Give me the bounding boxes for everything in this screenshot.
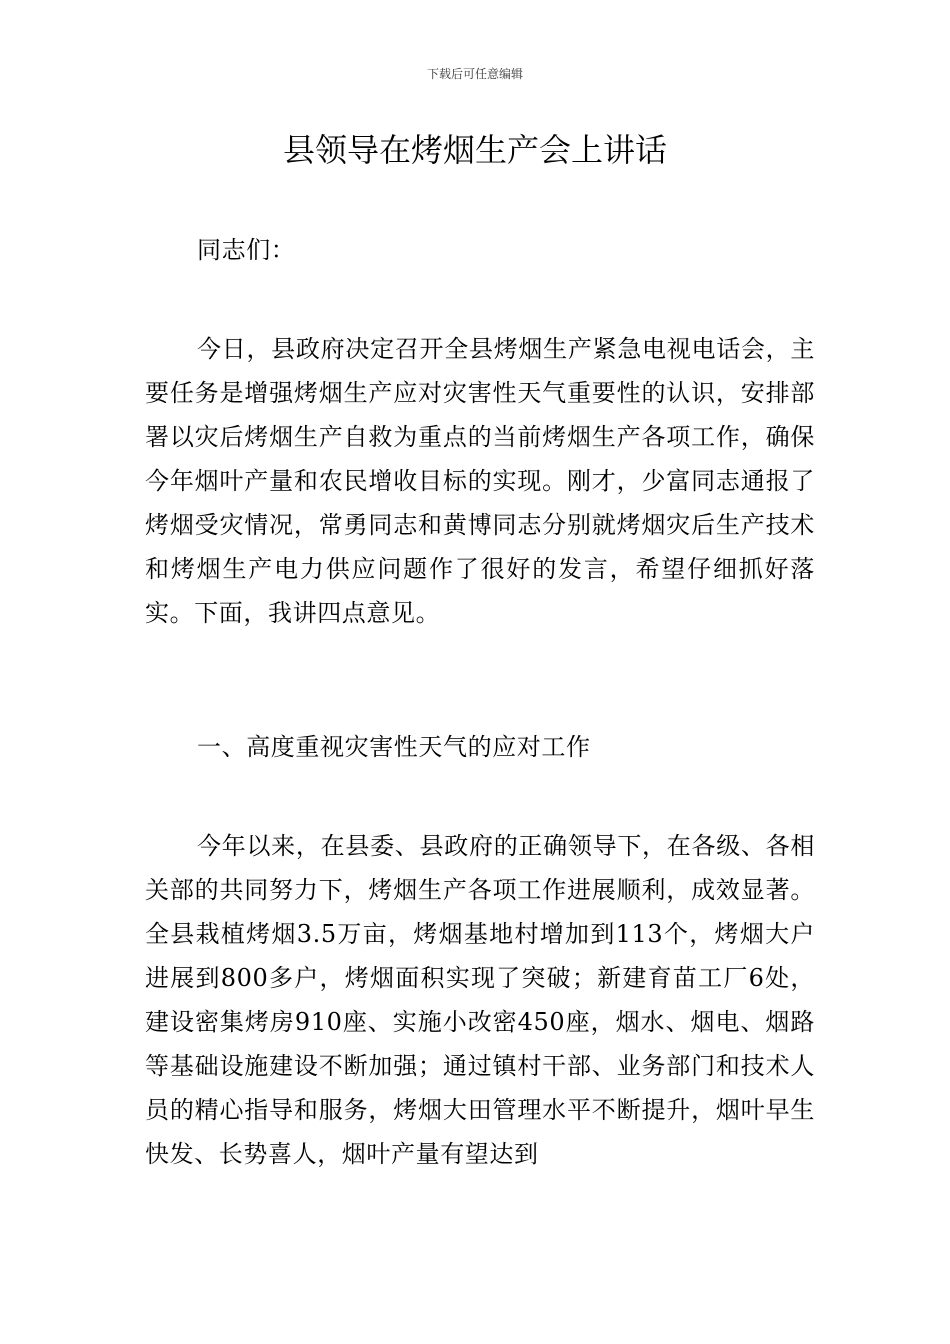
salutation: 同志们： xyxy=(197,236,296,264)
header-note: 下载后可任意编辑 xyxy=(426,67,523,81)
paragraph-block-2 xyxy=(145,824,815,1176)
paragraph-block-1 xyxy=(145,327,815,635)
page-title: 县领导在烤烟生产会上讲话 xyxy=(282,131,667,169)
paragraph-intro: 今日，县政府决定召开全县烤烟生产紧急电视电话会，主要任务是增强烤烟生产应对灾害性天气重要性的认识，安排部署以灾后烤烟生产自救为重点的当前烤烟生产各项工作，确保今年烟叶产量和农民增收目标的实现。刚才，少富同志通报了烤烟受灾情况，常勇同志和黄博同志分别就烤烟灾后生产技术和烤烟生产电力供应问题作了很好的发言，希望仔细抓好落实。下面，我讲四点意见。 xyxy=(145,335,815,627)
section-heading-block-1 xyxy=(145,725,815,769)
section-heading-1: 一、高度重视灾害性天气的应对工作 xyxy=(197,733,591,761)
salutation-block xyxy=(145,228,815,272)
paragraph-progress: 今年以来，在县委、县政府的正确领导下，在各级、各相关部的共同努力下，烤烟生产各项工作进展顺利，成效显著。全县栽植烤烟3.5万亩，烤烟基地村增加到113个，烤烟大户进展到800多户，烤烟面积实现了突破；新建育苗工厂6处，建设密集烤房910座、实施小改密450座，烟水、烟电、烟路等基础设施建设不断加强；通过镇村干部、业务部门和技术人员的精心指导和服务，烤烟大田管理水平不断提升，烟叶早生快发、长势喜人，烟叶产量有望达到 xyxy=(145,832,815,1168)
